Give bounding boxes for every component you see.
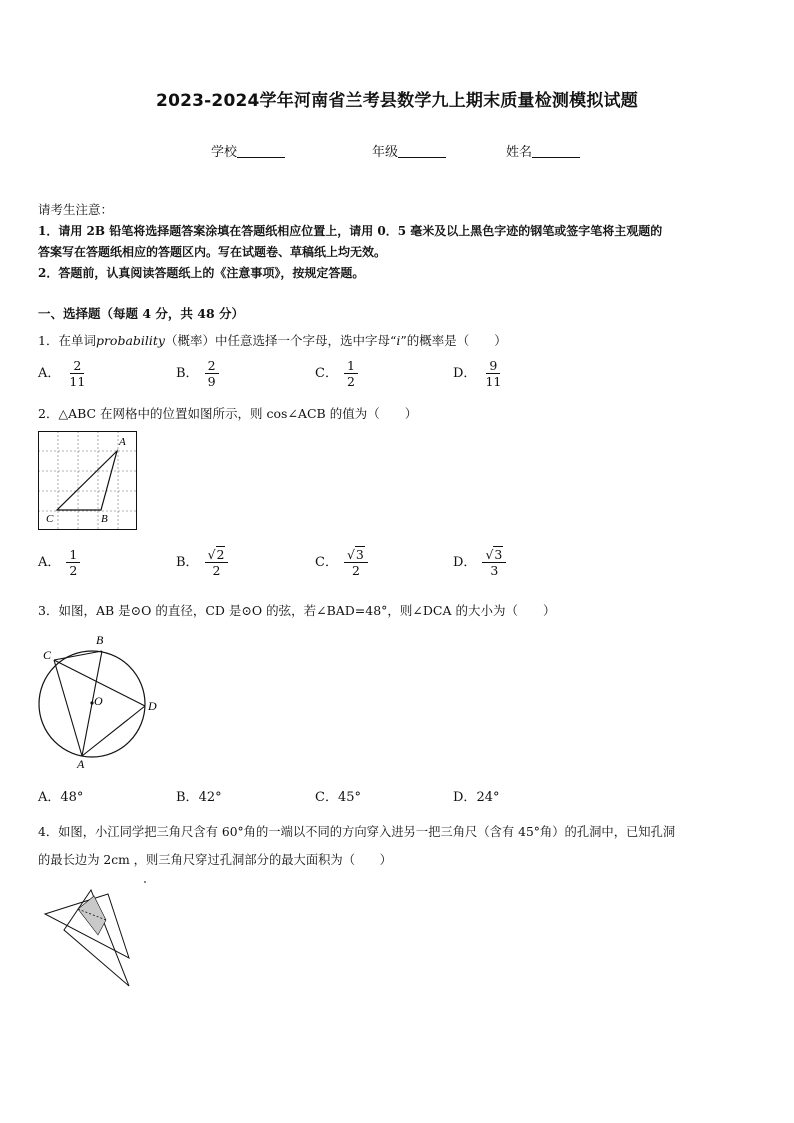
label-d: D [148, 699, 157, 713]
grade-field[interactable] [372, 141, 446, 160]
label-c: C [43, 648, 52, 662]
numerator [344, 547, 368, 563]
denominator: 3 [490, 563, 499, 578]
fraction [205, 547, 229, 578]
option-label: B． [176, 555, 199, 570]
q2-option-b[interactable] [176, 547, 228, 578]
school-field[interactable] [211, 141, 285, 160]
denominator: 2 [212, 563, 221, 578]
notice-heading: 请考生注意： [38, 202, 114, 217]
q4-triangles-figure [40, 878, 140, 993]
label-b: B [96, 633, 104, 647]
q2-option-a[interactable] [38, 547, 80, 578]
name-label: 姓名 [506, 145, 533, 160]
question-3: 3．如图，AB 是⊙O 的直径，CD 是⊙O 的弦，若∠BAD=48°，则∠DCA 的大小为（ ） [38, 603, 556, 618]
denominator: 11 [485, 374, 502, 389]
q1-word: probability [95, 333, 165, 348]
label-a: A [77, 757, 85, 771]
fraction [344, 358, 358, 389]
radicand: 2 [216, 547, 225, 562]
option-label: A． [38, 555, 61, 570]
denominator: 2 [346, 374, 355, 389]
name-blank[interactable] [532, 145, 580, 158]
option-label: D． [453, 790, 477, 805]
q1-pre: 1．在单词 [38, 333, 96, 348]
denominator: 2 [351, 563, 360, 578]
q1-post: （概率）中任意选择一个字母，选中字母“ [165, 333, 397, 348]
fraction [482, 547, 506, 578]
q1-letter: i [396, 333, 401, 348]
q1-option-c[interactable] [315, 358, 358, 389]
question-2: 2．△ABC 在网格中的位置如图所示，则 cos∠ACB 的值为（ ） [38, 406, 418, 421]
denominator: 9 [207, 374, 216, 389]
q1-end: ”的概率是（ ） [400, 333, 507, 348]
option-value: 45° [337, 790, 361, 805]
q3-option-b[interactable] [176, 786, 222, 805]
option-label: C． [315, 790, 338, 805]
option-label: B． [176, 366, 199, 381]
numerator: 1 [66, 547, 80, 563]
sqrt: √3 [346, 547, 364, 562]
notice-line-3: 2．答题前，认真阅读答题纸上的《注意事项》，按规定答题。 [38, 266, 365, 280]
section-heading: 一、选择题（每题 4 分，共 48 分） [38, 306, 245, 321]
school-label: 学校 [211, 145, 238, 160]
school-blank[interactable] [237, 145, 285, 158]
label-b: B [101, 513, 108, 525]
q2-grid-figure [38, 431, 138, 531]
question-1 [38, 330, 507, 352]
denominator: 2 [69, 563, 78, 578]
fraction [344, 547, 368, 578]
label-a: A [119, 436, 126, 448]
q2-option-c[interactable] [315, 547, 368, 578]
sqrt: √2 [207, 547, 225, 562]
option-value: 48° [60, 790, 84, 805]
option-label: B． [176, 790, 199, 805]
numerator [205, 547, 229, 563]
option-label: C． [315, 555, 338, 570]
page-title: 2023-2024学年河南省兰考县数学九上期末质量检测模拟试题 [156, 91, 638, 111]
option-label: D． [453, 555, 477, 570]
q2-option-d[interactable] [453, 547, 506, 578]
numerator: 2 [205, 358, 219, 374]
numerator [482, 547, 506, 563]
q1-option-d[interactable] [453, 358, 504, 389]
option-label: C． [315, 366, 338, 381]
label-o: O [94, 694, 103, 708]
option-label: A． [38, 790, 61, 805]
q3-option-c[interactable] [315, 786, 361, 805]
q1-option-a[interactable] [38, 358, 88, 389]
fraction [482, 358, 504, 389]
grade-blank[interactable] [398, 145, 446, 158]
q3-option-d[interactable] [453, 786, 499, 805]
fraction [66, 547, 80, 578]
numerator: 9 [486, 358, 500, 374]
fraction [205, 358, 219, 389]
question-4-line-2: 的最长边为 2cm ，则三角尺穿过孔洞部分的最大面积为（ ） [38, 853, 392, 867]
sqrt: √3 [485, 547, 503, 562]
fraction [66, 358, 88, 389]
radicand: 3 [355, 547, 364, 562]
notice-line-2: 答案写在答题纸相应的答题区内。写在试题卷、草稿纸上均无效。 [38, 245, 387, 259]
denominator: 11 [69, 374, 86, 389]
label-c: C [46, 513, 54, 525]
numerator: 1 [344, 358, 358, 374]
notice-line-1: 1．请用 2B 铅笔将选择题答案涂填在答题纸相应位置上，请用 0．5 毫米及以上黑色字迹的钢笔或签字笔将主观题的 [38, 224, 663, 238]
q3-option-a[interactable] [38, 786, 83, 805]
option-value: 24° [476, 790, 500, 805]
option-value: 42° [198, 790, 222, 805]
q3-circle-figure [30, 632, 170, 772]
option-label: D． [453, 366, 477, 381]
grade-label: 年级 [372, 145, 399, 160]
name-field[interactable] [506, 141, 580, 160]
q1-option-b[interactable] [176, 358, 219, 389]
numerator: 2 [70, 358, 84, 374]
radicand: 3 [494, 547, 503, 562]
triangle-abc [57, 451, 117, 510]
question-4-line-1: 4．如图，小江同学把三角尺含有 60°角的一端以不同的方向穿入进另一把三角尺（含有 45°角）的孔洞中，已知孔洞 [38, 825, 676, 839]
option-label: A． [38, 366, 61, 381]
